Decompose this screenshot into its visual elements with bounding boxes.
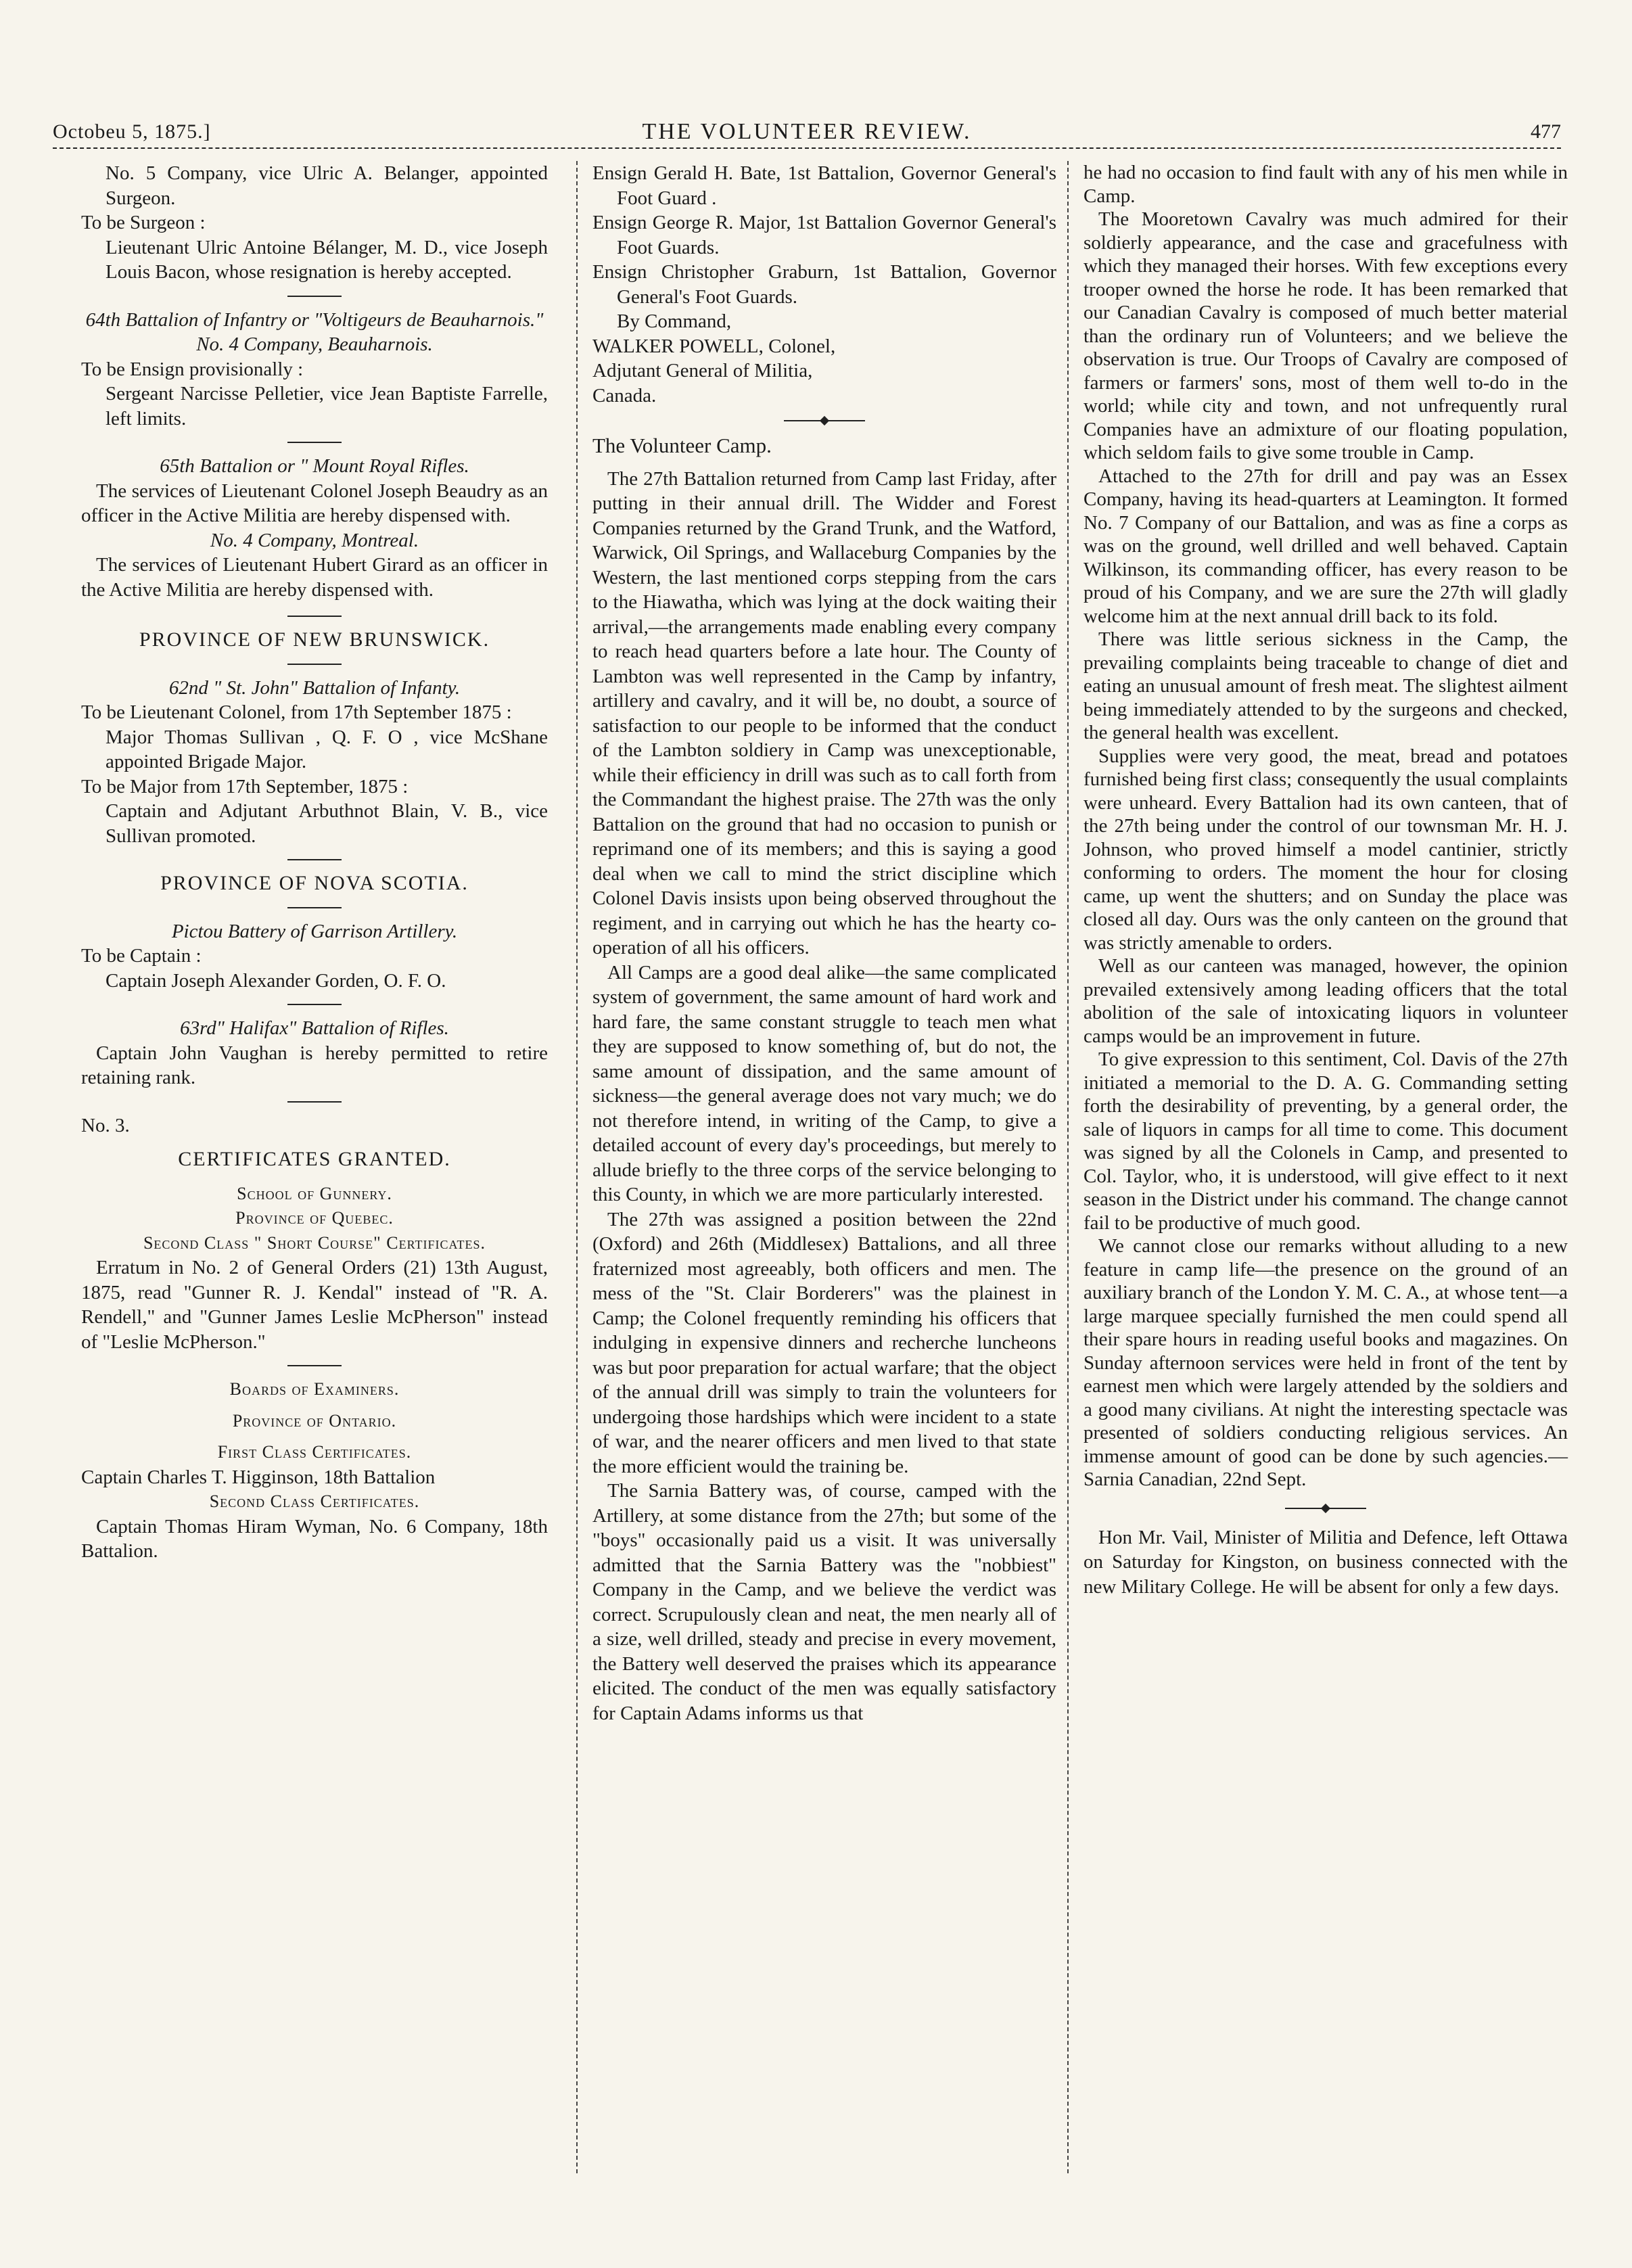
issue-date: Octobeu 5, 1875.] (53, 120, 211, 143)
paragraph: We cannot close our remarks without alluding to a new feature in camp life—the presence on the ground of an auxiliary branch of the London Y. M. C. A., at whose tent—a large marquee specially furnished the men could spend all their spare hours in reading useful books and magazines. On Sunday afternoon services were held in front of the tent by earnest men which were largely attended by the soldiers and a good many civilians. At night the interesting spectacle was presented of soldiers conducting religious services. An immense amount of good can be done by such agencies.—Sarnia Canadian, 22nd Sept. (1083, 1235, 1568, 1490)
section-heading: 63rd" Halifax" Battalion of Rifles. (180, 1017, 449, 1039)
section-heading: 64th Battalion of Infantry or "Voltigeurs de Beauharnois." (85, 308, 544, 331)
paragraph: Major Thomas Sullivan , Q. F. O , vice McShane appointed Brigade Major. (106, 726, 548, 772)
header-rule (53, 147, 1561, 149)
paragraph: The 27th Battalion returned from Camp last Friday, after putting in their annual drill. The Widder and Forest Companies returned by the Grand Trunk, and the Watford, Warwick, Oil Springs, and Wallaceburg Companies by the Western, the last mentioned corps stepping from the cars to the Hiawatha, which was lying at the dock waiting their arrival,—the arrangements made enabling every company to reach head quarters before a late hour. The County of Lambton was well represented in the Camp by infantry, artillery and cavalry, and it will be, no doubt, a source of satisfaction to our people to be informed that the conduct of the Lambton soldiery in Camp was unexceptionable, while their efficiency in drill was such as to call forth from the Commandant the highest praise. The 27th was the only Battalion on the ground that had no occasion to punish or reprimand one of its members; and this is saying a good deal when we call to mind the strict discipline which Colonel Davis insists upon being observed throughout the regiment, and in carrying out which he has the hearty co-operation of all his officers. (592, 467, 1056, 958)
paragraph: Captain John Vaughan is hereby permitted to retire retaining rank. (81, 1042, 548, 1088)
province-heading: PROVINCE OF NEW BRUNSWICK. (139, 628, 490, 651)
separator (287, 859, 342, 860)
section-heading: Pictou Battery of Garrison Artillery. (171, 920, 458, 942)
paragraph: Captain Charles T. Higginson, 18th Battalion (81, 1466, 436, 1488)
province-subheading: Province of Quebec. (235, 1208, 394, 1228)
paragraph: To be Major from 17th September, 1875 : (81, 775, 409, 797)
ornament-separator (1285, 1505, 1366, 1512)
certificates-heading: CERTIFICATES GRANTED. (178, 1148, 451, 1170)
boards-heading: Boards of Examiners. (229, 1379, 400, 1399)
paragraph: Captain Joseph Alexander Gorden, O. F. O. (106, 969, 446, 992)
paragraph: Sergeant Narcisse Pelletier, vice Jean Baptiste Farrelle, left limits. (106, 383, 548, 430)
page-header (53, 114, 1561, 152)
paragraph: There was little serious sickness in the Camp, the prevailing complaints being traceable to change of diet and eating an unusual amount of fresh meat. The slightest ailment being immediately attended to by the surgeons and checked, the general health was excellent. (1083, 628, 1568, 743)
separator (287, 442, 342, 443)
signature-line: By Command, (617, 310, 732, 332)
paragraph: All Camps are a good deal alike—the same complicated system of government, the same amount of hard work and hard fare, the same constant struggle to teach men what they are supposed to know something of, but do not, the same amount of dissipation, and the same amount of sickness—the general average does not vary much; we do not therefore intend, in writing of the Camp, to give a detailed account of every day's proceedings, but merely to allude briefly to the three corps of the service belonging to this County, in which we are more particularly interested. (592, 961, 1056, 1205)
paragraph: To be Lieutenant Colonel, from 17th September 1875 : (81, 701, 512, 723)
separator (287, 296, 342, 297)
paragraph: To be Surgeon : (81, 212, 206, 233)
paragraph: No. 5 Company, vice Ulric A. Belanger, appointed Surgeon. (106, 162, 548, 209)
column-1 (81, 161, 548, 2173)
separator (287, 1101, 342, 1103)
column-2 (576, 161, 1056, 2173)
signature-name: WALKER POWELL, Colonel, (592, 335, 836, 357)
paragraph: Captain Thomas Hiram Wyman, No. 6 Company, 18th Battalion. (81, 1515, 548, 1562)
separator (287, 907, 342, 908)
paragraph: Ensign Gerald H. Bate, 1st Battalion, Governor General's Foot Guard . (592, 162, 1056, 209)
paragraph: Ensign George R. Major, 1st Battalion Governor General's Foot Guards. (592, 212, 1056, 258)
publication-title: THE VOLUNTEER REVIEW. (642, 119, 972, 144)
class-heading: Second Class Certificates. (209, 1491, 420, 1511)
class-heading: First Class Certificates. (217, 1442, 412, 1462)
section-heading: 65th Battalion or " Mount Royal Rifles. (160, 455, 469, 477)
separator (287, 1004, 342, 1005)
section-heading: 62nd " St. John" Battalion of Infanty. (168, 676, 461, 699)
paragraph: To be Captain : (81, 945, 202, 967)
signature-place: Canada. (592, 384, 657, 407)
separator (287, 664, 342, 665)
paragraph: The Mooretown Cavalry was much admired for their soldierly appearance, and the case and gracefulness with which they managed their horses. With few exceptions every trooper owned the horse he rode. It has been remarked that our Canadian Cavalry is composed of much better material than the ordinary run of Volunteers; and we believe the observation is true. Our Troops of Cavalry are composed of farmers or farmers' sons, most of them well to-do in the world; while city and town, and not unfrequently rural Companies have an admixture of our floating population, which seldom fails to give some trouble in Camp. (1083, 208, 1568, 463)
paragraph: To give expression to this sentiment, Col. Davis of the 27th initiated a memorial to the D. A. G. Commanding setting forth the desirability of preventing, by a general order, the sale of liquors in camps for all time to come. This document was signed by all the Colonels in Camp, and presented to Col. Taylor, who, it is understood, will give effect to it next season in the District under his command. The change cannot fail to be productive of much good. (1083, 1048, 1568, 1234)
paragraph: Ensign Christopher Graburn, 1st Battalion, Governor General's Foot Guards. (592, 261, 1056, 308)
section-subheading: No. 4 Company, Montreal. (210, 529, 419, 551)
school-heading: School of Gunnery. (237, 1183, 392, 1203)
paragraph: Captain and Adjutant Arbuthnot Blain, V. B., vice Sullivan promoted. (106, 800, 548, 847)
page-number: 477 (1531, 120, 1561, 143)
paragraph: To be Ensign provisionally : (81, 358, 304, 380)
paragraph: Well as our canteen was managed, however, the opinion prevailed extensively among leading officers that the total abolition of the sale of intoxicating liquors in volunteer camps would be an improvement in future. (1083, 955, 1568, 1047)
order-number: No. 3. (81, 1114, 130, 1136)
paragraph: Lieutenant Ulric Antoine Bélanger, M. D., vice Joseph Louis Bacon, whose resignation is hereby accepted. (106, 236, 548, 283)
province-subheading: Province of Ontario. (232, 1410, 397, 1431)
ornament-separator (784, 417, 865, 424)
section-subheading: No. 4 Company, Beauharnois. (196, 333, 433, 355)
column-3 (1067, 161, 1568, 2173)
paragraph: Supplies were very good, the meat, bread and potatoes furnished being first class; consequently the usual complaints were unheard. Every Battalion had its own canteen, that of the 27th being under the control of our townsman Mr. H. J. Johnson, who proved himself a model cantinier, strictly conforming to orders. The moment the hour for closing came, up went the shutters; and on Sunday the place was closed all day. Ours was the only canteen on the ground that was strictly amenable to orders. (1083, 745, 1568, 954)
paragraph: The 27th was assigned a position between the 22nd (Oxford) and 26th (Middlesex) Battalions, and all three fraternized most agreeably, both officers and men. The mess of the "St. Clair Borderers" was the plainest in Camp; the Colonel frequently reminding his officers that indulging in expensive dinners and recherche luncheons was but poor preparation for actual warfare; that the object of the annual drill was simply to train the volunteers for undergoing those hardships which were incident to a state of war, and the nearer officers and men lived to that state the more efficient would the training be. (592, 1208, 1056, 1477)
class-heading: Second Class " Short Course" Certificates. (143, 1232, 486, 1253)
paragraph: The services of Lieutenant Hubert Girard as an officer in the Active Militia are hereby dispensed with. (81, 554, 548, 601)
paragraph: he had no occasion to find fault with any of his men while in Camp. (1083, 162, 1568, 207)
article-title: The Volunteer Camp. (592, 434, 772, 457)
paragraph: Attached to the 27th for drill and pay was an Essex Company, having its head-quarters at Leamington. It formed No. 7 Company of our Battalion, and was as fine a corps as was on the ground, well drilled and well behaved. Captain Wilkinson, its commanding officer, has every reason to be proud of his Company, and we are sure the 27th will gladly welcome him at the next annual drill back to its fold. (1083, 465, 1568, 627)
signature-title: Adjutant General of Militia, (592, 360, 813, 381)
erratum-paragraph: Erratum in No. 2 of General Orders (21) 13th August, 1875, read "Gunner R. J. Kendal" instead of "R. A. Rendell," and "Gunner James Leslie McPherson" instead of "Leslie McPherson." (81, 1257, 548, 1353)
separator (287, 1365, 342, 1366)
province-heading: PROVINCE OF NOVA SCOTIA. (160, 872, 469, 894)
paragraph: The Sarnia Battery was, of course, camped with the Artillery, at some distance from the 27th; but some of the "boys" occasionally paid us a visit. It was universally admitted that the Sarnia Battery was the "nobbiest" Company in the Camp, and we believe the verdict was correct. Scrupulously clean and neat, the men nearly all of a size, well drilled, steady and precise in every movement, the Battery well deserved the praises which its appearance elicited. The conduct of the men was equally satisfactory for Captain Adams informs us that (592, 1480, 1056, 1724)
paragraph: The services of Lieutenant Colonel Joseph Beaudry as an officer in the Active Militia are hereby dispensed with. (81, 480, 548, 526)
separator (287, 616, 342, 617)
news-item: Hon Mr. Vail, Minister of Militia and Defence, left Ottawa on Saturday for Kingston, on business connected with the new Military College. He will be absent for only a few days. (1083, 1526, 1568, 1598)
